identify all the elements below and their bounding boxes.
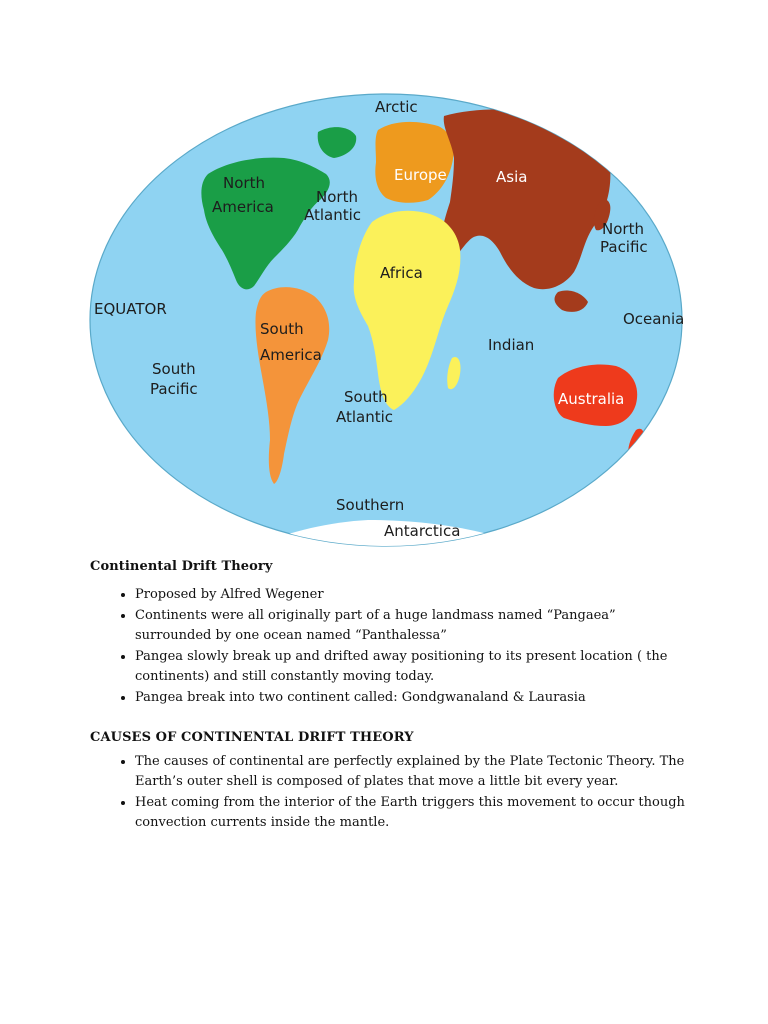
list-item: • Pangea break into two continent called: Gondgwanaland & Laurasia — [135, 687, 690, 708]
list-item: • Proposed by Alfred Wegener — [135, 584, 690, 605]
label-north-atlantic-2: Atlantic — [304, 206, 362, 224]
continental-drift-list — [90, 584, 690, 708]
label-equator: EQUATOR — [94, 300, 167, 318]
label-north-pacific-1: North — [602, 220, 644, 238]
label-north-atlantic-1: North — [316, 188, 358, 206]
label-north-america-2: America — [212, 198, 274, 216]
world-map-svg — [88, 92, 684, 548]
world-map — [88, 92, 684, 548]
section-heading-causes: CAUSES OF CONTINENTAL DRIFT THEORY — [90, 730, 414, 745]
list-item: • Continents were all originally part of a huge landmass named “Pangaea” surrounded by one ocean named “Panthalessa” — [135, 605, 690, 646]
label-south-america-2: America — [260, 346, 322, 364]
label-antarctica: Antarctica — [384, 522, 461, 540]
label-australia: Australia — [558, 390, 625, 408]
label-asia: Asia — [496, 168, 528, 186]
list-item: • Heat coming from the interior of the Earth triggers this movement to occur though convection currents inside the mantle. — [135, 792, 690, 833]
label-north-america-1: North — [223, 174, 265, 192]
section-heading-continental-drift: Continental Drift Theory — [90, 559, 273, 574]
label-europe: Europe — [394, 166, 447, 184]
label-southern: Southern — [336, 496, 405, 514]
list-item: • The causes of continental are perfectly explained by the Plate Tectonic Theory. The Earth’s outer shell is composed of plates that move a little bit every year. — [135, 751, 690, 792]
document-body — [90, 559, 690, 833]
label-indian: Indian — [488, 336, 535, 354]
label-south-pacific-2: Pacific — [150, 380, 198, 398]
label-north-pacific-2: Pacific — [600, 238, 648, 256]
label-oceania: Oceania — [623, 310, 684, 328]
label-south-america-1: South — [260, 320, 304, 338]
label-arctic: Arctic — [375, 98, 418, 116]
list-item: • Pangea slowly break up and drifted away positioning to its present location ( the continents) and still constantly moving today. — [135, 646, 690, 687]
label-south-atlantic-2: Atlantic — [336, 408, 394, 426]
causes-list — [90, 751, 690, 833]
label-south-pacific-1: South — [152, 360, 196, 378]
label-south-atlantic-1: South — [344, 388, 388, 406]
label-africa: Africa — [380, 264, 423, 282]
